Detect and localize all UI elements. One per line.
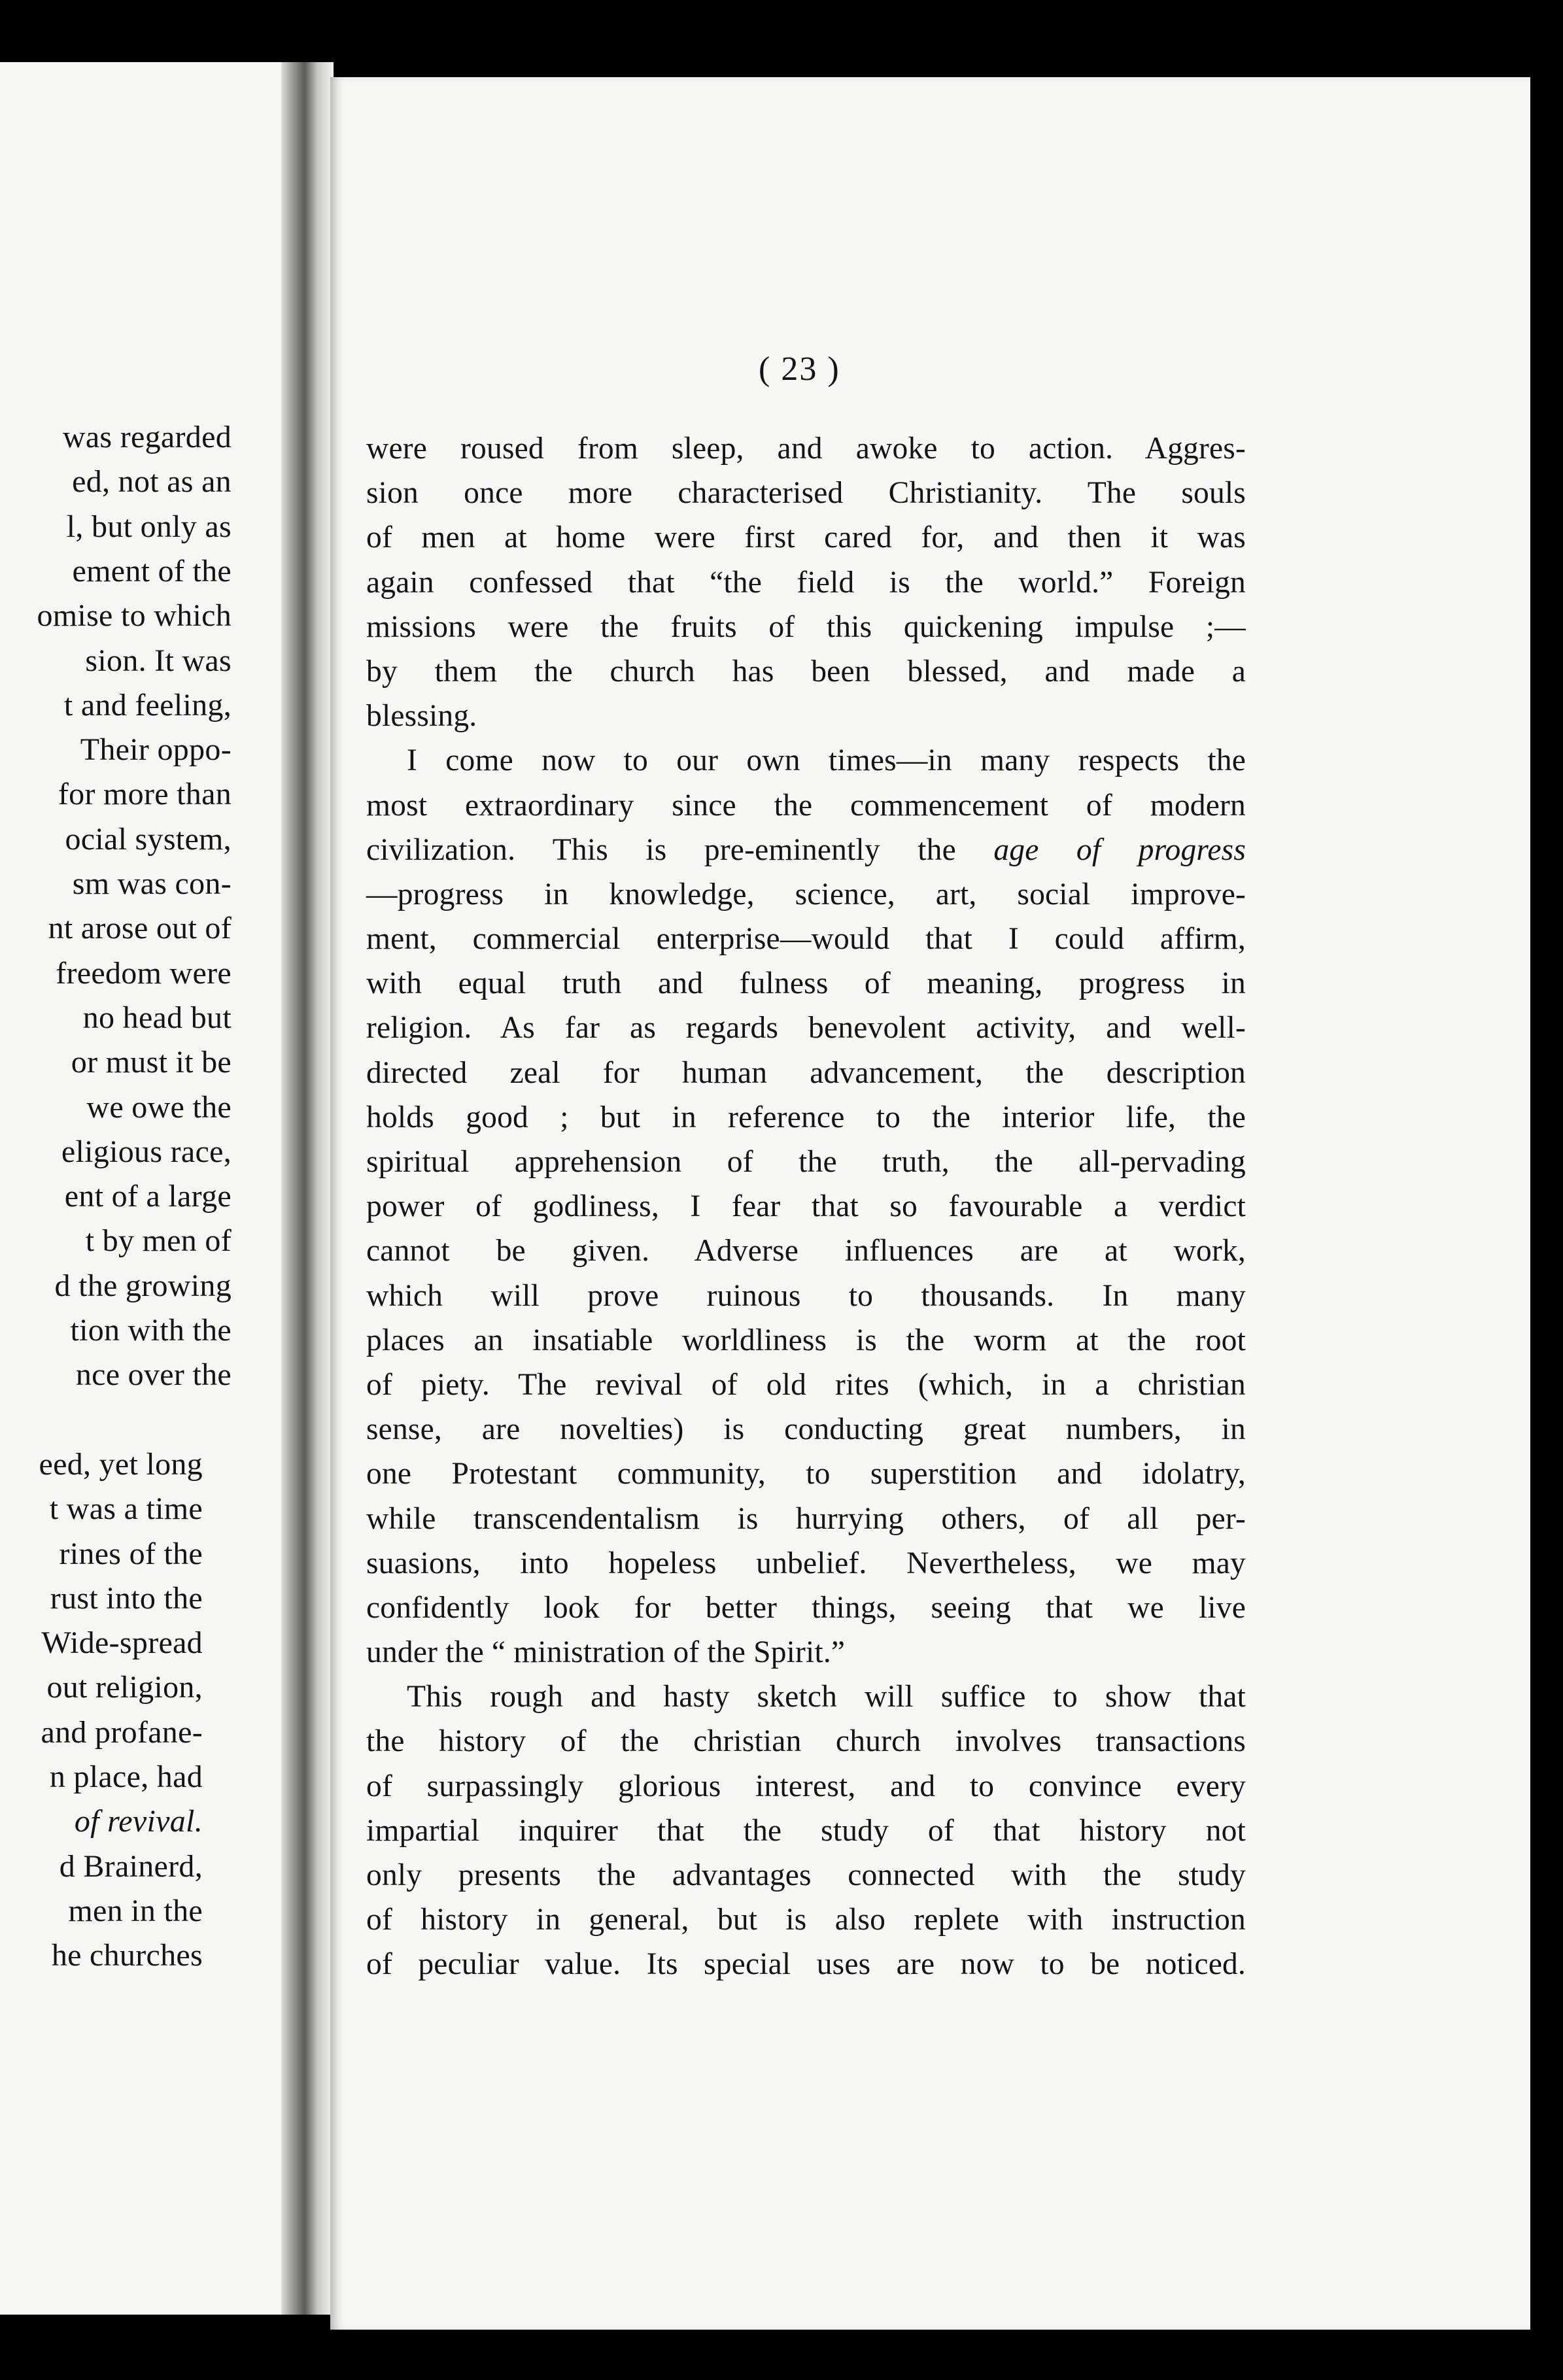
text-line: cannot be given. Adverse influences are at work, bbox=[366, 1234, 1246, 1268]
previous-page-line: out religion, bbox=[46, 1670, 203, 1705]
previous-page-line: omise to which bbox=[37, 598, 232, 634]
text-line: most extraordinary since the commencement of modern bbox=[366, 788, 1246, 823]
previous-page-line: Their oppo- bbox=[80, 732, 232, 768]
text-line: with equal truth and fulness of meaning, progress in bbox=[366, 966, 1246, 1001]
previous-page-line: t and feeling, bbox=[63, 687, 232, 722]
paragraph-2 bbox=[366, 738, 1246, 1674]
previous-page-line: eligious race, bbox=[61, 1134, 232, 1169]
text-line: confidently look for better things, seeing that we live bbox=[366, 1590, 1246, 1625]
text-line: of peculiar value. Its special uses are now to be noticed. bbox=[366, 1947, 1246, 1982]
text-line: power of godliness, I fear that so favourable a verdict bbox=[366, 1189, 1246, 1224]
previous-page-line: d Brainerd, bbox=[59, 1848, 203, 1884]
text-line: religion. As far as regards benevolent activity, and well- bbox=[366, 1011, 1246, 1046]
text-line: sion once more characterised Christianity. The souls bbox=[366, 476, 1246, 511]
text-line: missions were the fruits of this quickening impulse ;— bbox=[366, 609, 1246, 644]
text-line: by them the church has been blessed, and made a bbox=[366, 654, 1246, 688]
text-line: ment, commercial enterprise—would that I could affirm, bbox=[366, 922, 1246, 957]
text-line: of history in general, but is also replete with instruction bbox=[366, 1903, 1246, 1937]
previous-page-line: we owe the bbox=[86, 1089, 232, 1125]
previous-page bbox=[0, 62, 288, 2315]
previous-page-line: and profane- bbox=[41, 1714, 203, 1750]
text-line: the history of the christian church involves transactions bbox=[366, 1724, 1246, 1759]
text-line: of surpassingly glorious interest, and to convince every bbox=[366, 1769, 1246, 1803]
previous-page-line: nt arose out of bbox=[48, 911, 232, 946]
previous-page-line: or must it be bbox=[71, 1045, 232, 1080]
previous-page-line: rust into the bbox=[50, 1580, 203, 1616]
previous-page-line: sm was con- bbox=[72, 866, 232, 901]
previous-page-line: of revival. bbox=[74, 1804, 203, 1839]
text-line: This rough and hasty sketch will suffice to show that bbox=[407, 1680, 1246, 1714]
text-line: of piety. The revival of old rites (which, in a christian bbox=[366, 1367, 1246, 1402]
previous-page-line: Wide-spread bbox=[41, 1625, 203, 1661]
previous-page-line: nce over the bbox=[75, 1357, 232, 1393]
paragraph-1 bbox=[366, 426, 1246, 738]
text-line: only presents the advantages connected with the study bbox=[366, 1858, 1246, 1892]
text-line: one Protestant community, to superstition and idolatry, bbox=[366, 1457, 1246, 1491]
text-line: directed zeal for human advancement, the description bbox=[366, 1055, 1246, 1090]
body-text bbox=[366, 426, 1246, 1987]
page-number: ( 23 ) bbox=[759, 350, 840, 388]
text-line: blessing. bbox=[366, 699, 477, 734]
text-line: places an insatiable worldliness is the worm at the root bbox=[366, 1323, 1246, 1357]
text-line: civilization. This is pre-eminently the age of progress bbox=[366, 832, 1246, 867]
text-line: holds good ; but in reference to the interior life, the bbox=[366, 1100, 1246, 1134]
previous-page-line: tion with the bbox=[70, 1313, 232, 1348]
previous-page-line: rines of the bbox=[59, 1536, 203, 1571]
previous-page-line: no head but bbox=[82, 1000, 232, 1035]
emphasis: age of progress bbox=[993, 832, 1246, 867]
text-line: suasions, into hopeless unbelief. Nevertheless, we may bbox=[366, 1546, 1246, 1580]
text-line: were roused from sleep, and awoke to action. Aggres- bbox=[366, 432, 1246, 466]
previous-page-line: l, but only as bbox=[66, 509, 232, 544]
previous-page-line: sion. It was bbox=[85, 643, 232, 678]
text-line: while transcendentalism is hurrying others, of all per- bbox=[366, 1501, 1246, 1536]
previous-page-line: ent of a large bbox=[64, 1179, 232, 1214]
text-line: spiritual apprehension of the truth, the all-pervading bbox=[366, 1145, 1246, 1179]
text-line: —progress in knowledge, science, art, social improve- bbox=[366, 877, 1246, 911]
paragraph-3 bbox=[366, 1674, 1246, 1986]
previous-page-line: for more than bbox=[58, 777, 232, 812]
previous-page-line: ocial system, bbox=[65, 821, 232, 857]
previous-page-line: was regarded bbox=[62, 420, 232, 454]
previous-page-line: men in the bbox=[68, 1893, 203, 1928]
previous-page-line: t was a time bbox=[49, 1491, 203, 1527]
text-line: of men at home were first cared for, and then it was bbox=[366, 520, 1246, 555]
text-line: under the “ ministration of the Spirit.” bbox=[366, 1635, 846, 1670]
previous-page-line: ement of the bbox=[72, 553, 232, 588]
previous-page-line: freedom were bbox=[56, 955, 232, 991]
previous-page-line: d the growing bbox=[54, 1268, 232, 1303]
text-line: again confessed that “the field is the world.” Foreign bbox=[366, 565, 1246, 600]
text-line: which will prove ruinous to thousands. In many bbox=[366, 1278, 1246, 1313]
text-line: sense, are novelties) is conducting great numbers, in bbox=[366, 1412, 1246, 1447]
previous-page-line: n place, had bbox=[49, 1760, 203, 1794]
previous-page-line: t by men of bbox=[85, 1223, 232, 1259]
previous-page-line: eed, yet long bbox=[39, 1446, 203, 1482]
book-gutter bbox=[281, 62, 334, 2315]
text-line: I come now to our own times—in many respects the bbox=[407, 743, 1246, 778]
previous-page-line: he churches bbox=[51, 1938, 203, 1973]
text-line: impartial inquirer that the study of that history not bbox=[366, 1813, 1246, 1848]
previous-page-line: ed, not as an bbox=[72, 464, 232, 500]
